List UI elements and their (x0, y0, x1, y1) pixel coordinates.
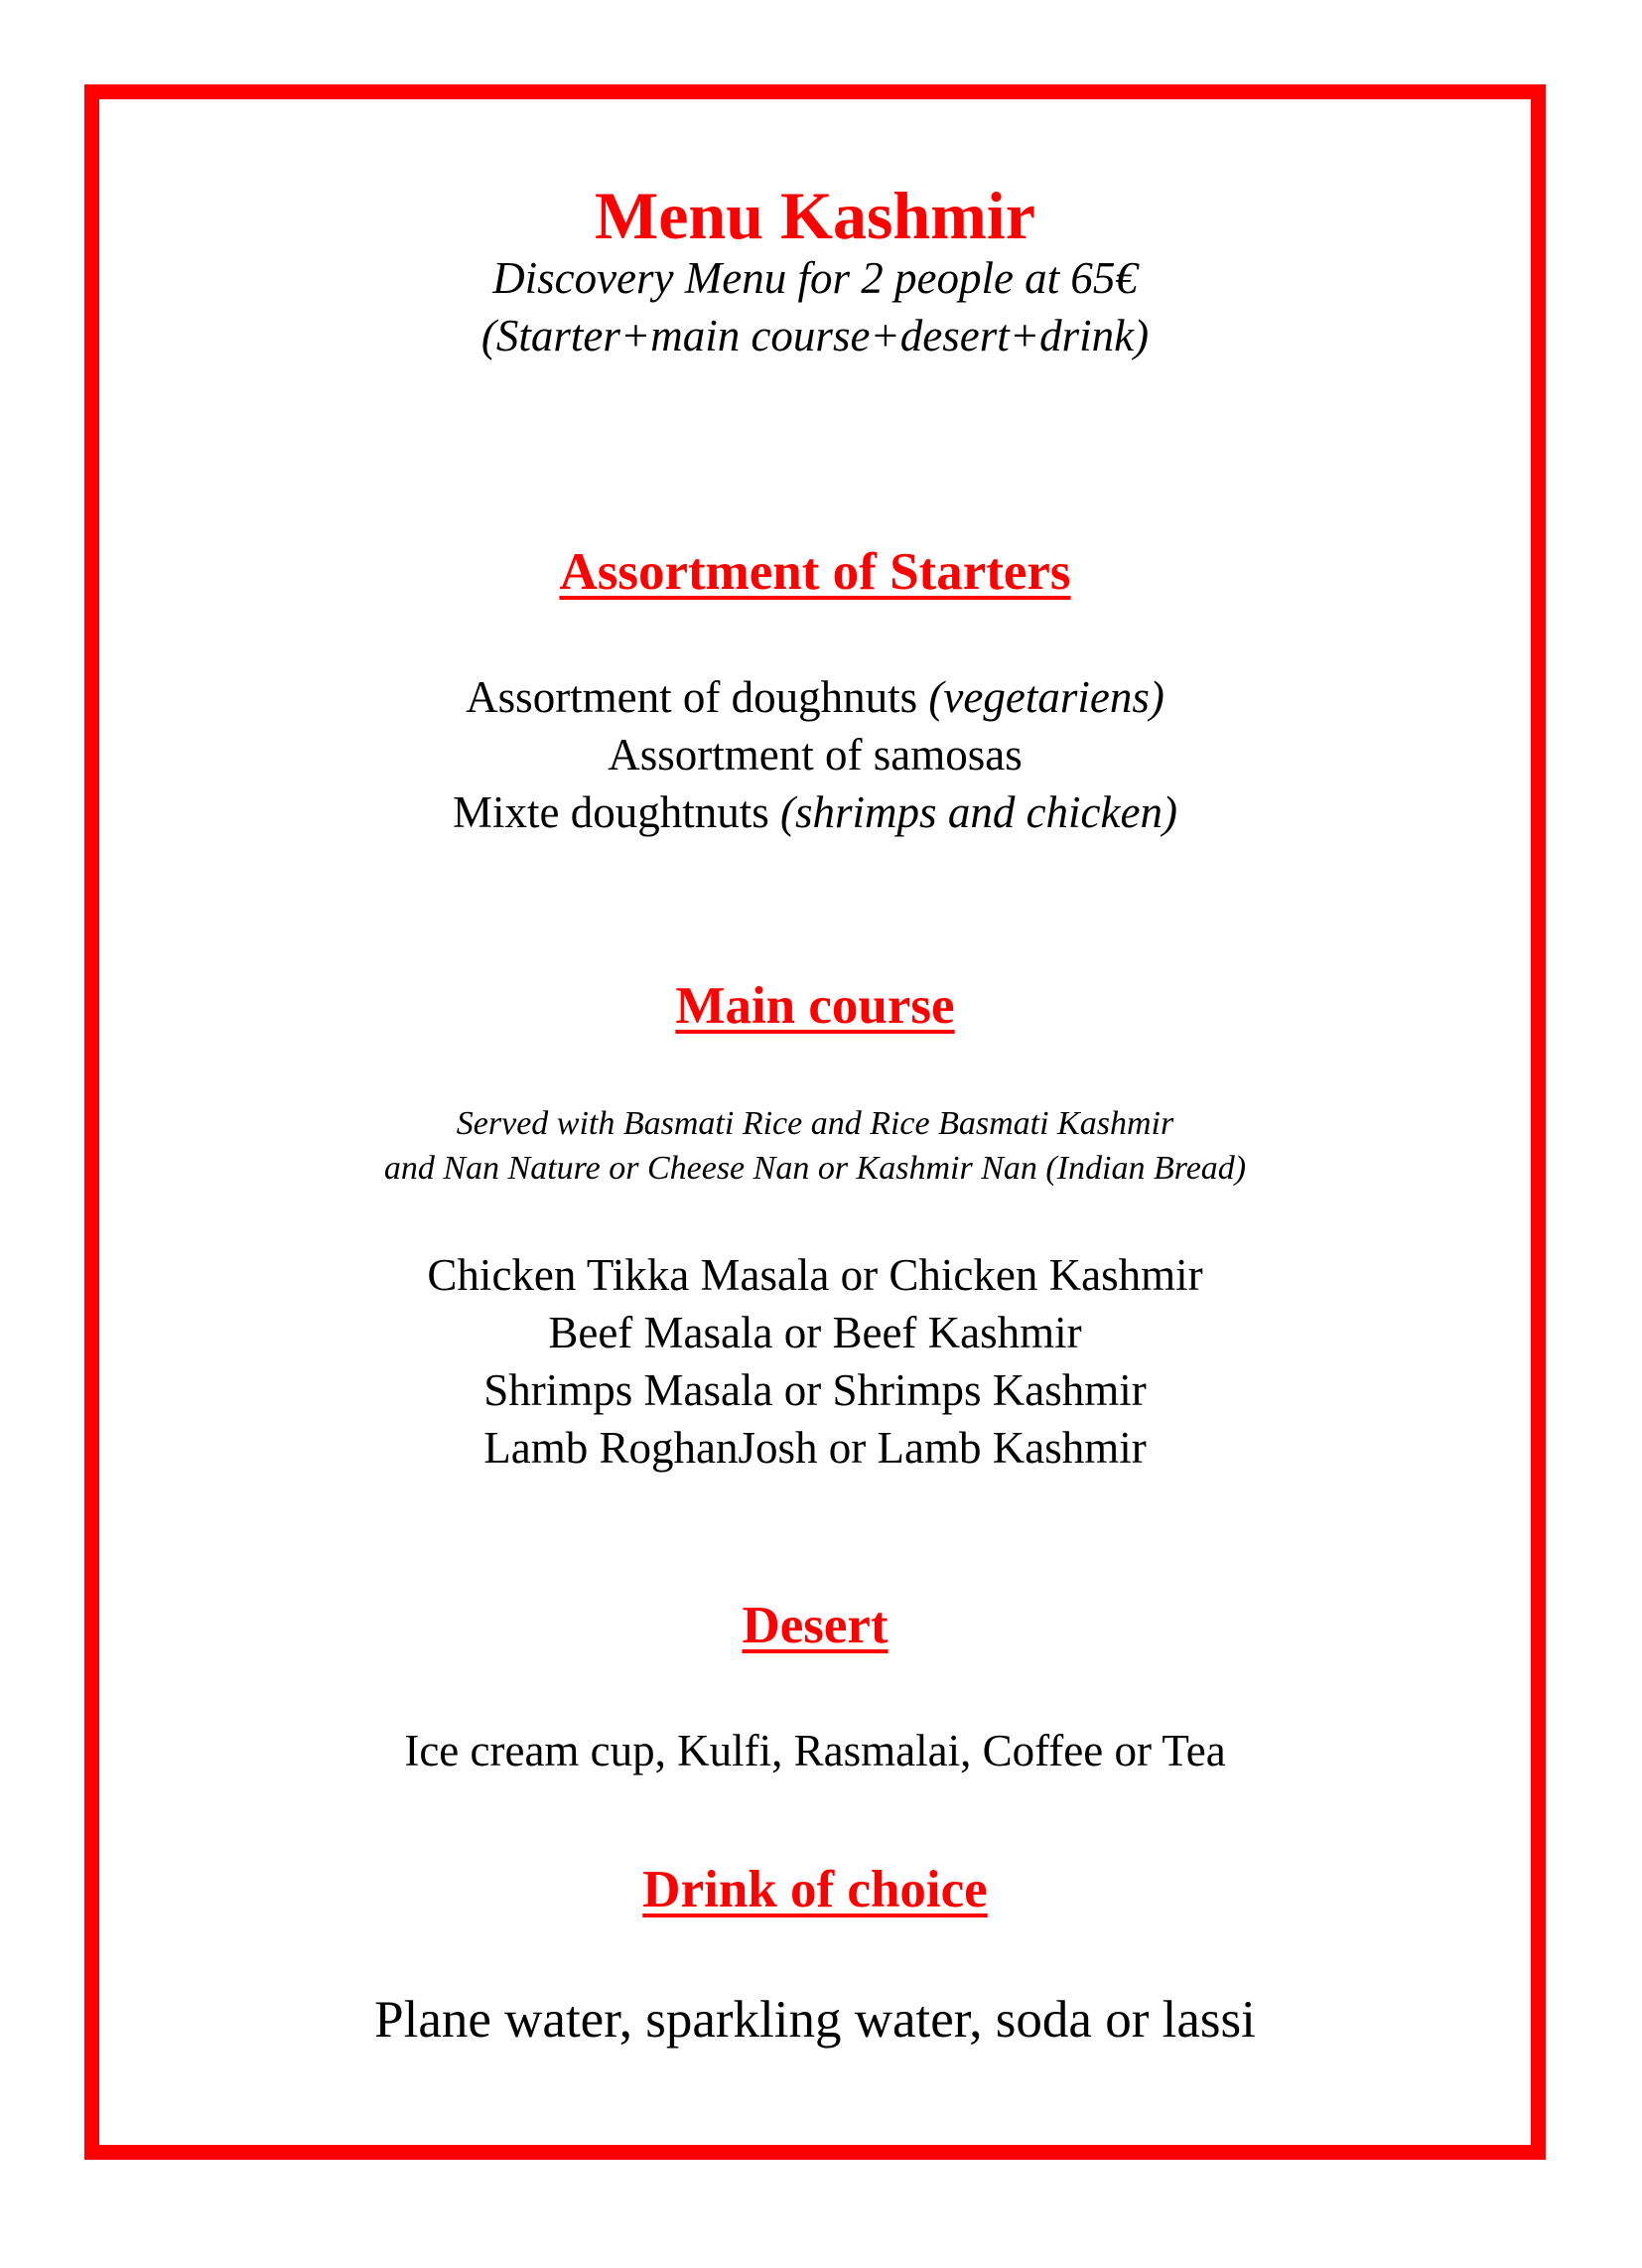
starter-item (84, 672, 1546, 722)
starter-item (84, 787, 1546, 837)
starters-heading: Assortment of Starters (559, 543, 1071, 601)
main-course-item: Lamb RoghanJosh or Lamb Kashmir (483, 1423, 1147, 1473)
starter-item (84, 730, 1546, 780)
desert-options: Ice cream cup, Kulfi, Rasmalai, Coffee or Tea (404, 1726, 1226, 1775)
main-course-served-with-bread: and Nan Nature or Cheese Nan or Kashmir Nan (Indian Bread) (383, 1150, 1247, 1187)
starter-item-note: (vegetariens) (928, 672, 1164, 722)
drink-options: Plane water, sparkling water, soda or lassi (374, 1991, 1256, 2049)
starter-item-note: (shrimps and chicken) (780, 787, 1177, 837)
starter-item-name: Mixte doughtnuts (453, 787, 781, 837)
main-course-item: Beef Masala or Beef Kashmir (548, 1308, 1082, 1357)
main-course-served-with: Served with Basmati Rice and Rice Basmati Kashmir (456, 1105, 1174, 1142)
main-course-item: Chicken Tikka Masala or Chicken Kashmir (427, 1250, 1203, 1300)
desert-heading: Desert (742, 1597, 889, 1654)
menu-subtitle-contents: (Starter+main course+desert+drink) (480, 311, 1150, 360)
main-course-item: Shrimps Masala or Shrimps Kashmir (483, 1365, 1147, 1415)
drink-heading: Drink of choice (642, 1861, 988, 1918)
menu-subtitle-price: Discovery Menu for 2 people at 65€ (492, 253, 1138, 303)
starter-item-name: Assortment of samosas (608, 730, 1023, 780)
menu-title: Menu Kashmir (595, 178, 1035, 253)
starter-item-name: Assortment of doughnuts (466, 672, 929, 722)
main-course-heading: Main course (675, 977, 955, 1035)
